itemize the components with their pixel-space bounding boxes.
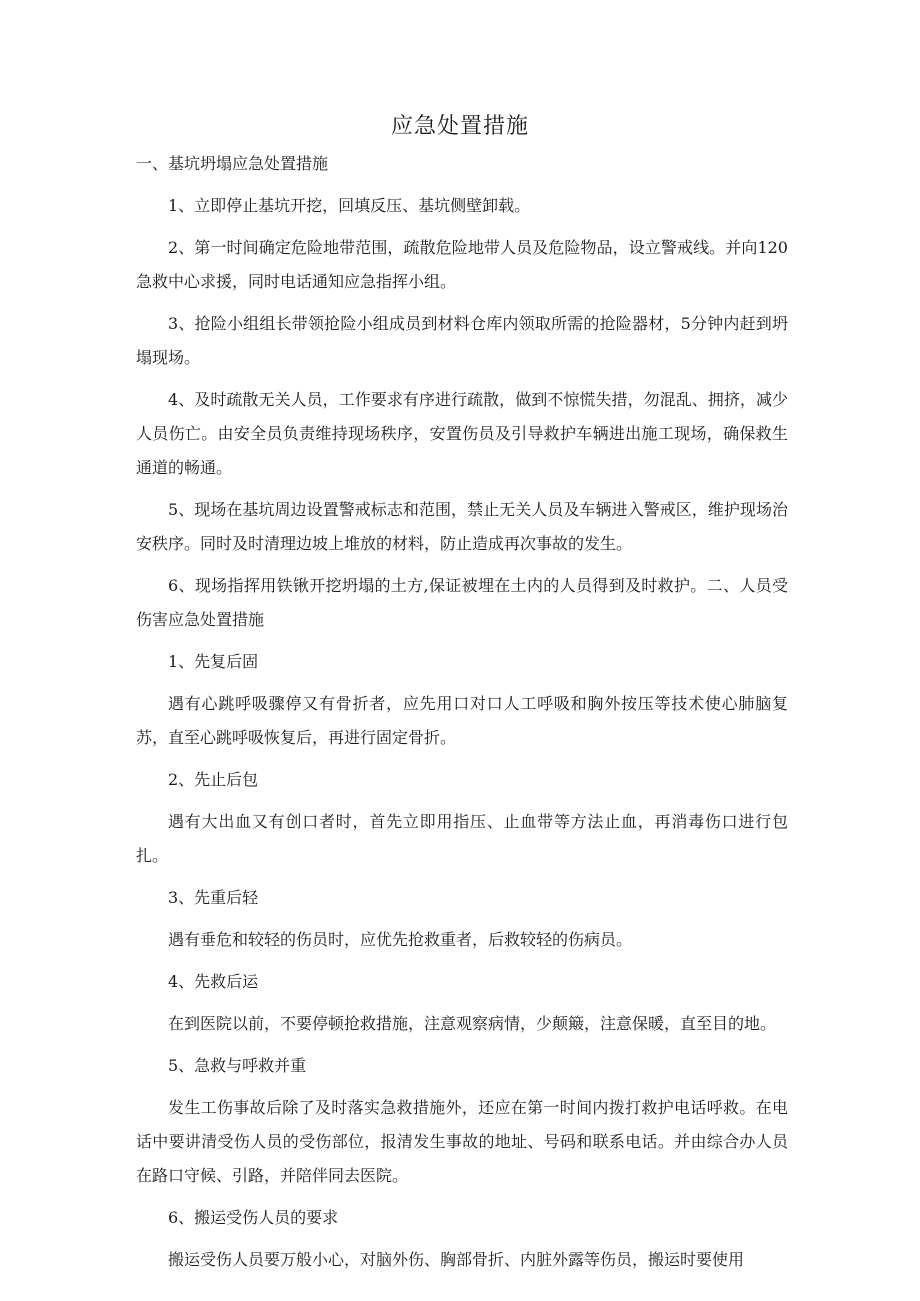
paragraph: 4、及时疏散无关人员，工作要求有序进行疏散，做到不惊慌失措，勿混乱、拥挤，减少人员伤亡。由安全员负责维持现场秩序，安置伤员及引导救护车辆进出施工现场，确保救生通道的畅通。 [136, 390, 788, 477]
document-body [136, 147, 788, 1285]
subheading: 5、急救与呼救并重 [168, 1056, 307, 1075]
section-heading: 一、基坑坍塌应急处置措施 [136, 154, 329, 173]
paragraph: 2、第一时间确定危险地带范围，疏散危险地带人员及危险物品，设立警戒线。并向120急救中心求援，同时电话通知应急指挥小组。 [136, 238, 788, 291]
subheading: 6、搬运受伤人员的要求 [168, 1208, 339, 1227]
paragraph: 6、现场指挥用铁锹开挖坍塌的土方,保证被埋在土内的人员得到及时救护。二、人员受伤害应急处置措施 [136, 576, 788, 629]
subheading: 4、先救后运 [168, 972, 259, 991]
paragraph: 发生工伤事故后除了及时落实急救措施外，还应在第一时间内拨打救护电话呼救。在电话中要讲清受伤人员的受伤部位，报清发生事故的地址、号码和联系电话。并由综合办人员在路口守候、引路，并陪伴同去医院。 [136, 1098, 788, 1185]
subheading: 3、先重后轻 [168, 888, 259, 907]
paragraph: 在到医院以前，不要停顿抢救措施，注意观察病情，少颠簸，注意保暖，直至目的地。 [168, 1014, 777, 1033]
paragraph: 遇有心跳呼吸骤停又有骨折者，应先用口对口人工呼吸和胸外按压等技术使心肺脑复苏，直至心跳呼吸恢复后，再进行固定骨折。 [136, 694, 788, 747]
document-title: 应急处置措施 [390, 114, 529, 139]
paragraph: 5、现场在基坑周边设置警戒标志和范围，禁止无关人员及车辆进入警戒区，维护现场治安秩序。同时及时清理边坡上堆放的材料，防止造成再次事故的发生。 [136, 500, 788, 553]
paragraph: 3、抢险小组组长带领抢险小组成员到材料仓库内领取所需的抢险器材，5分钟内赶到坍塌现场。 [136, 314, 788, 367]
paragraph: 1、立即停止基坑开挖，回填反压、基坑侧壁卸载。 [168, 196, 531, 215]
paragraph: 搬运受伤人员要万般小心，对脑外伤、胸部骨折、内脏外露等伤员，搬运时要使用 [168, 1250, 745, 1269]
paragraph: 遇有大出血又有创口者时，首先立即用指压、止血带等方法止血，再消毒伤口进行包扎。 [136, 812, 788, 865]
subheading: 1、先复后固 [168, 652, 259, 671]
subheading: 2、先止后包 [168, 770, 259, 789]
paragraph: 遇有垂危和较轻的伤员时，应优先抢救重者，后救较轻的伤病员。 [168, 930, 633, 949]
